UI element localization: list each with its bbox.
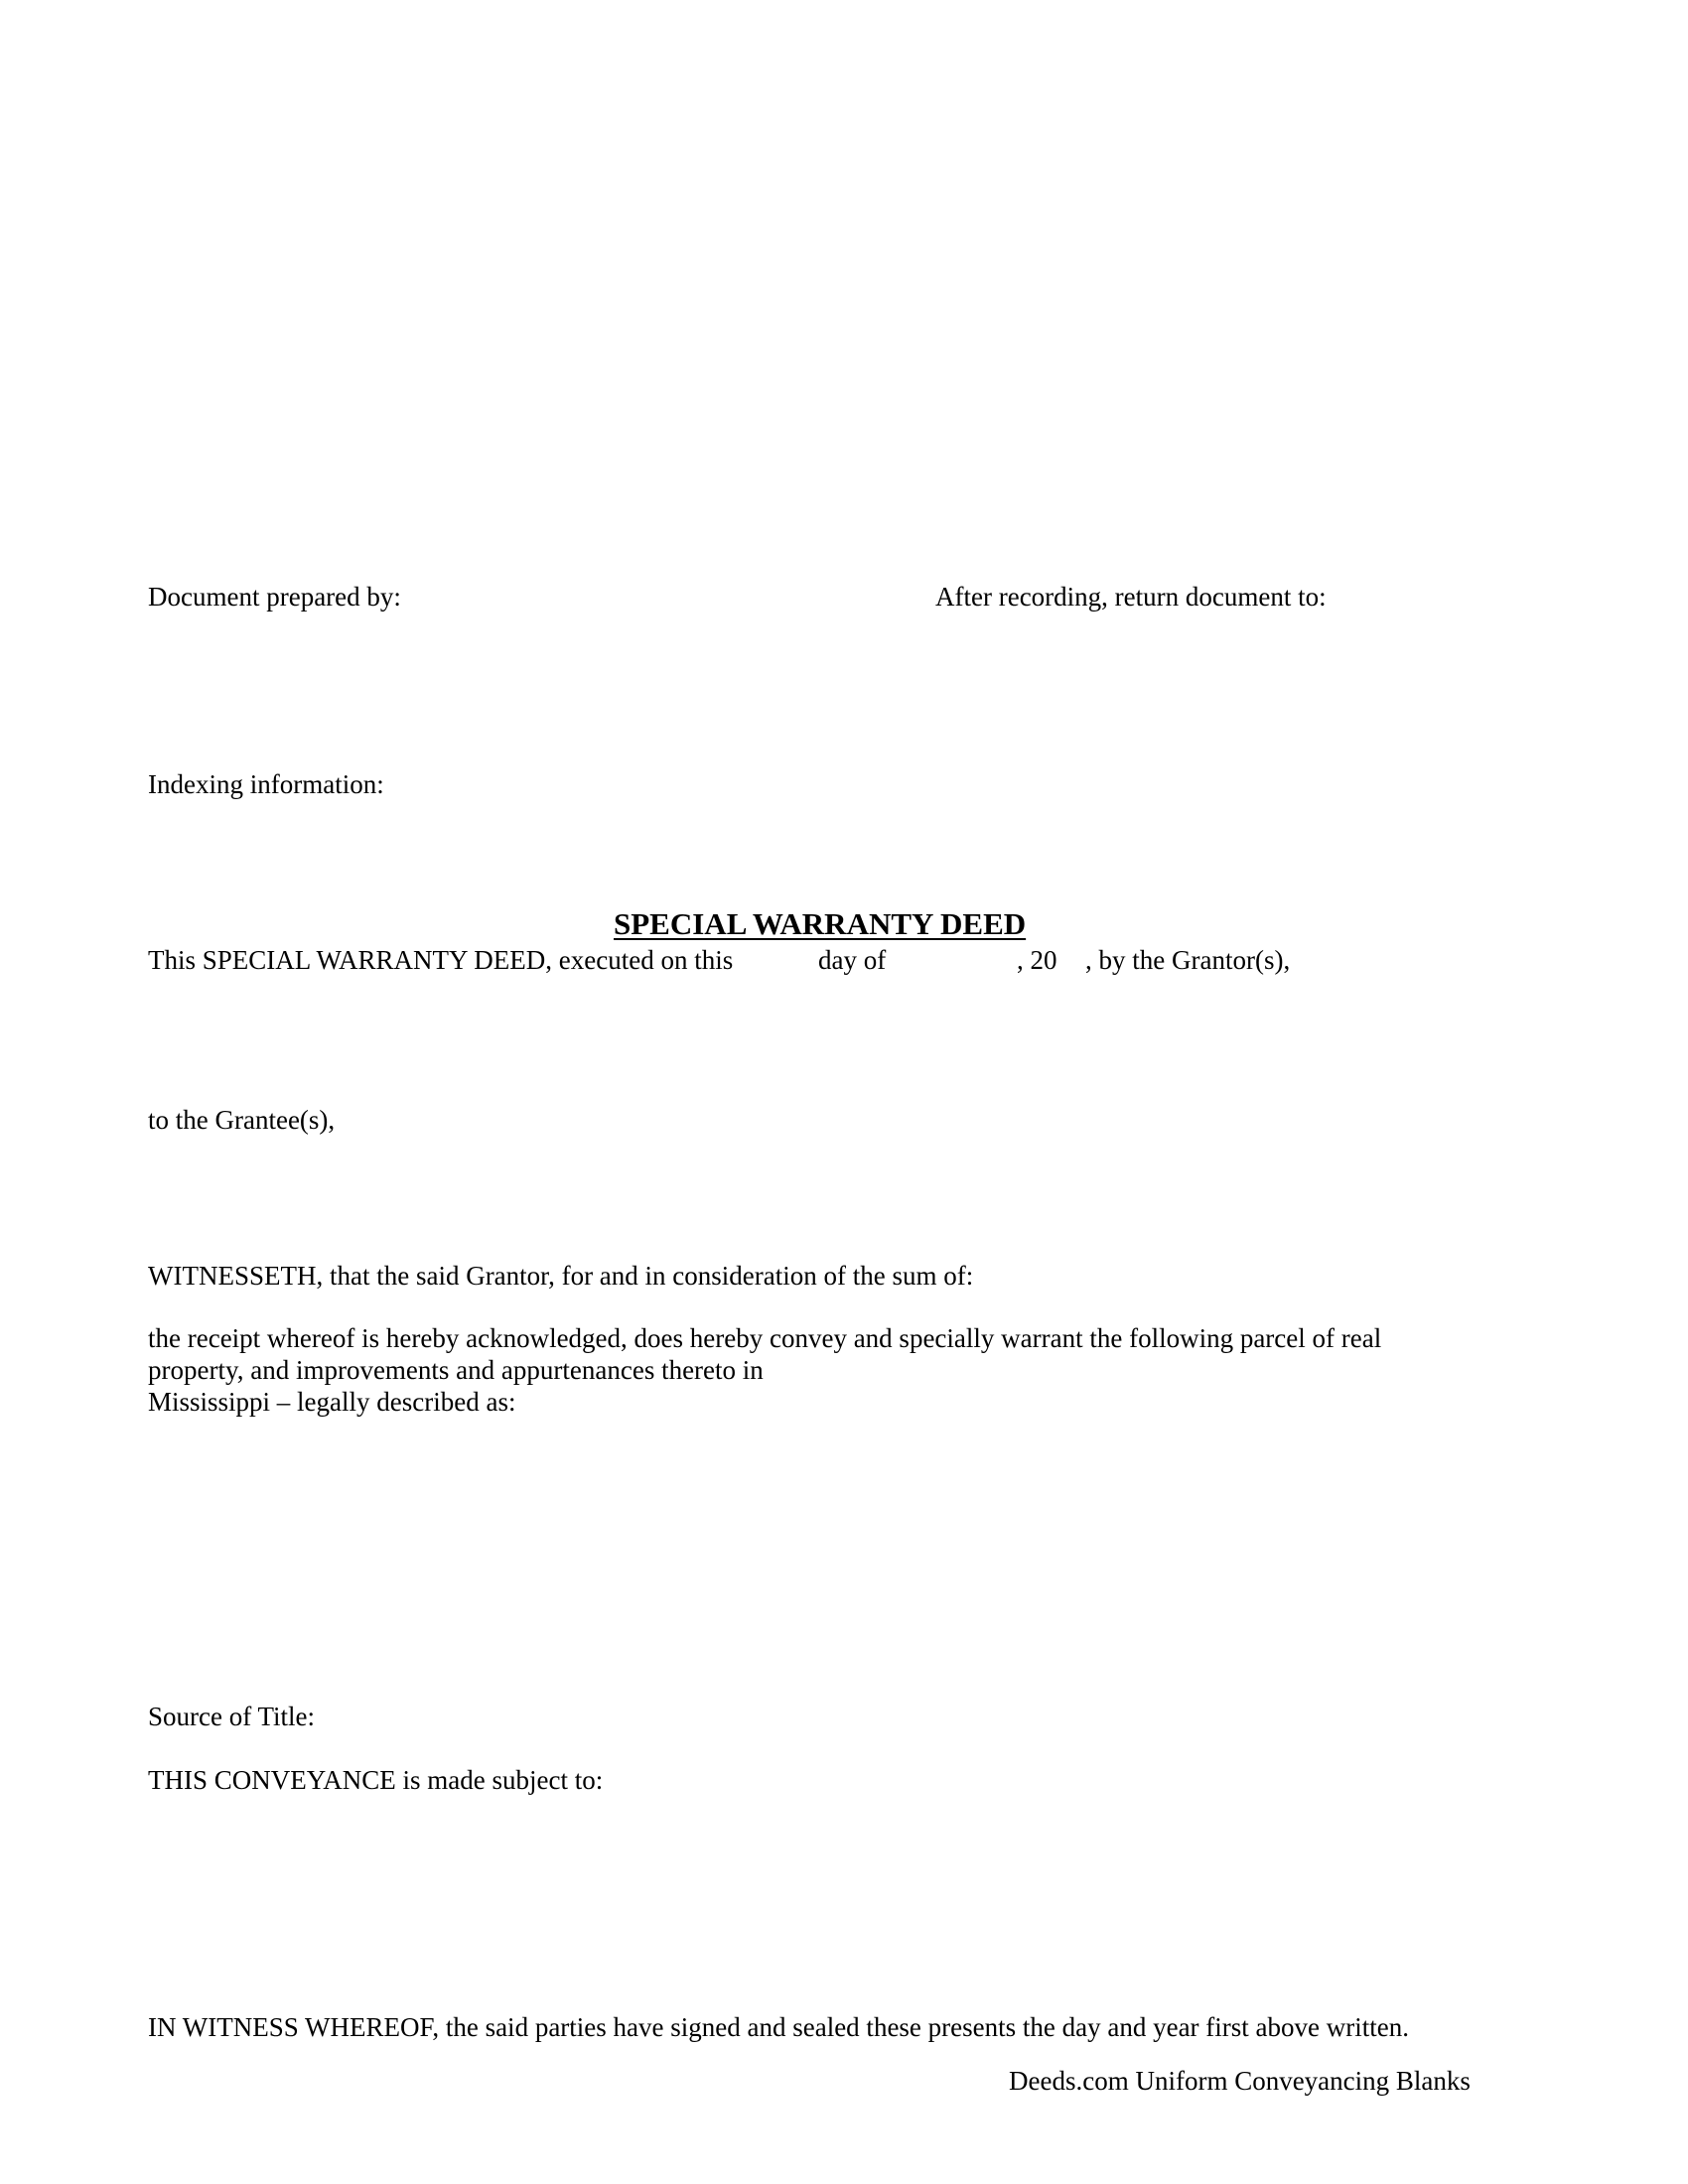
grantee-label: to the Grantee(s),	[148, 1105, 336, 1135]
source-of-title-label: Source of Title:	[148, 1702, 316, 1731]
document-title: SPECIAL WARRANTY DEED	[614, 906, 1027, 941]
return-to-label: After recording, return document to:	[935, 582, 1327, 612]
prepared-by-label: Document prepared by:	[148, 582, 401, 612]
opening-text-day-of: day of	[818, 945, 887, 975]
opening-text-grantor: , by the Grantor(s),	[1085, 945, 1291, 975]
indexing-information-label: Indexing information:	[148, 769, 384, 799]
receipt-clause-line-3: Mississippi – legally described as:	[148, 1387, 516, 1417]
in-witness-clause: IN WITNESS WHEREOF, the said parties have signed and sealed these presents the day and year first above written.	[148, 2012, 1409, 2042]
receipt-clause-line-2: property, and improvements and appurtenances thereto in	[148, 1355, 764, 1385]
receipt-clause-line-1: the receipt whereof is hereby acknowledged, does hereby convey and specially warrant the following parcel of real	[148, 1323, 1382, 1353]
footer-credit: Deeds.com Uniform Conveyancing Blanks	[1009, 2066, 1471, 2096]
opening-text-executed: This SPECIAL WARRANTY DEED, executed on this	[148, 945, 734, 975]
subject-to-label: THIS CONVEYANCE is made subject to:	[148, 1765, 604, 1795]
opening-text-year: , 20	[1017, 945, 1057, 975]
witnesseth-clause: WITNESSETH, that the said Grantor, for and in consideration of the sum of:	[148, 1261, 974, 1291]
